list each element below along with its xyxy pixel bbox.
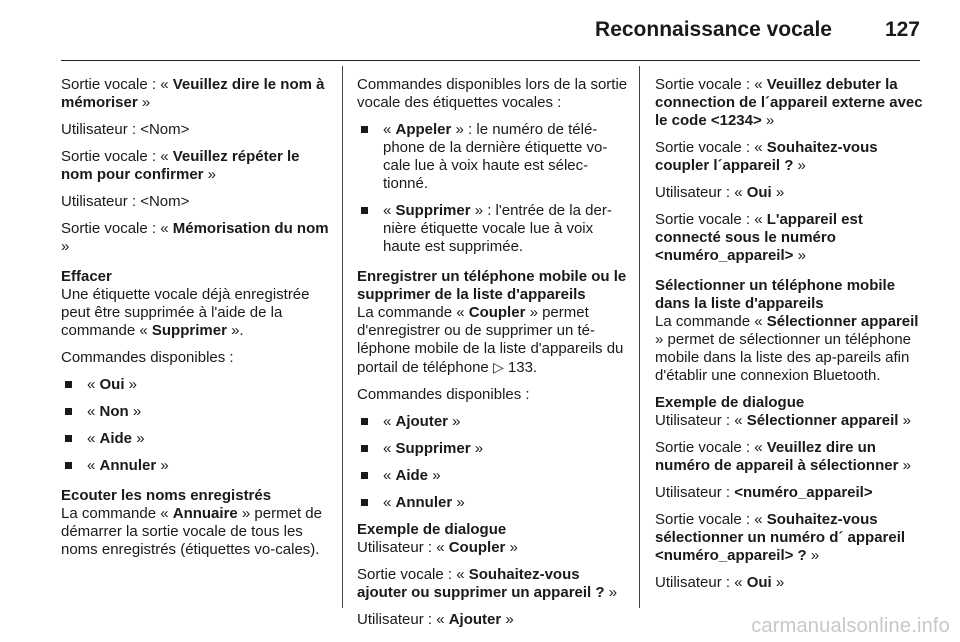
- column-left: [61, 76, 333, 568]
- paragraph: La commande « Sélectionner appareil » permet de sélectionner un téléphone mobile dans la liste des ap-pareils afin d'établir une connexion Bluetooth.: [655, 313, 919, 384]
- dialog-line: Utilisateur : « Sélectionner appareil »: [655, 412, 911, 429]
- section-heading-effacer: Effacer: [61, 268, 112, 285]
- dialog-line: Sortie vocale : « Veuillez debuter la connection de l´appareil externe avec le code <1234> »: [655, 76, 923, 129]
- dialog-line: Sortie vocale : « Veuillez dire un numéro de appareil à sélectionner »: [655, 439, 911, 474]
- dialog-line: Sortie vocale : « Mémorisation du nom »: [61, 220, 329, 255]
- column-right: [655, 76, 925, 601]
- dialog-line: Utilisateur : <Nom>: [61, 193, 190, 210]
- dialog-line: Sortie vocale : « Souhaitez-vous sélectionner un numéro d´ appareil <numéro_appareil> ? »: [655, 511, 906, 564]
- page-number: 127: [884, 18, 920, 41]
- dialog-line: Utilisateur : « Oui »: [655, 184, 785, 201]
- watermark: carmanualsonline.info: [751, 615, 950, 637]
- dialog-line: Utilisateur : « Oui »: [655, 574, 785, 591]
- column-divider: [639, 66, 640, 608]
- header-rule: [61, 60, 920, 61]
- page-reference-link[interactable]: 133.: [507, 359, 538, 376]
- dialog-line: Sortie vocale : « L'appareil est connecté sous le numéro <numéro_appareil> »: [655, 211, 863, 264]
- bullet-icon: [361, 126, 368, 133]
- list-item: « Non »: [61, 403, 333, 421]
- dialog-line: Utilisateur : « Ajouter »: [357, 611, 514, 628]
- dialog-line: Sortie vocale : « Veuillez répéter le nom pour confirmer »: [61, 148, 300, 183]
- command-list: [357, 413, 629, 512]
- bullet-icon: [65, 408, 72, 415]
- list-item: « Supprimer » : l'entrée de la der-nière étiquette vocale lue à voix haute est supprimée.: [357, 202, 629, 256]
- dialog-line: Sortie vocale : « Veuillez dire le nom à mémoriser »: [61, 76, 325, 111]
- bullet-icon: [361, 445, 368, 452]
- dialog-line: Sortie vocale : « Souhaitez-vous ajouter ou supprimer un appareil ? »: [357, 566, 618, 601]
- commands-label: Commandes disponibles :: [61, 349, 234, 366]
- bullet-icon: [361, 418, 368, 425]
- list-item: « Aide »: [357, 467, 629, 485]
- list-item: « Oui »: [61, 376, 333, 394]
- bullet-icon: [65, 435, 72, 442]
- bullet-icon: [65, 462, 72, 469]
- column-middle: [357, 76, 629, 638]
- command-list: [61, 376, 333, 475]
- dialog-line: Utilisateur : <numéro_appareil>: [655, 484, 873, 501]
- commands-label: Commandes disponibles :: [357, 386, 530, 403]
- dialog-line: Sortie vocale : « Souhaitez-vous coupler l´appareil ? »: [655, 139, 878, 174]
- bullet-icon: [361, 472, 368, 479]
- list-item: « Annuler »: [61, 457, 333, 475]
- column-divider: [342, 66, 343, 608]
- section-heading-ecouter: Ecouter les noms enregistrés: [61, 487, 272, 504]
- dialog-line: Utilisateur : <Nom>: [61, 121, 190, 138]
- section-heading-exemple: Exemple de dialogue: [357, 521, 507, 538]
- section-heading-enregistrer: Enregistrer un téléphone mobile ou le supprimer de la liste d'appareils: [357, 268, 627, 303]
- dialog-line: Utilisateur : « Coupler »: [357, 539, 518, 556]
- list-item: « Appeler » : le numéro de télé-phone de la dernière étiquette vo-cale lue à voix haute est sélec-tionné.: [357, 121, 629, 193]
- paragraph: Une étiquette vocale déjà enregistrée peut être supprimée à l'aide de la commande « Supprimer ».: [61, 286, 310, 339]
- list-item: « Supprimer »: [357, 440, 629, 458]
- command-list: [357, 121, 629, 256]
- page-reference-arrow-icon: ▷: [492, 359, 504, 375]
- list-item: « Aide »: [61, 430, 333, 448]
- page-title: Reconnaissance vocale: [595, 18, 832, 41]
- paragraph: La commande « Coupler » permet d'enregistrer ou de supprimer un té-léphone mobile de la liste d'appareils du portail de téléphone ▷ 133.: [357, 304, 624, 376]
- list-item: « Annuler »: [357, 494, 629, 512]
- bullet-icon: [65, 381, 72, 388]
- section-heading-exemple: Exemple de dialogue: [655, 394, 805, 411]
- bullet-icon: [361, 207, 368, 214]
- bullet-icon: [361, 499, 368, 506]
- list-item: « Ajouter »: [357, 413, 629, 431]
- paragraph: Commandes disponibles lors de la sortie vocale des étiquettes vocales :: [357, 76, 628, 111]
- page-header: [0, 0, 960, 64]
- paragraph: La commande « Annuaire » permet de démarrer la sortie vocale de tous les noms enregistrés (étiquettes vo-cales).: [61, 505, 322, 558]
- section-heading-selectionner: Sélectionner un téléphone mobile dans la liste d'appareils: [655, 277, 896, 312]
